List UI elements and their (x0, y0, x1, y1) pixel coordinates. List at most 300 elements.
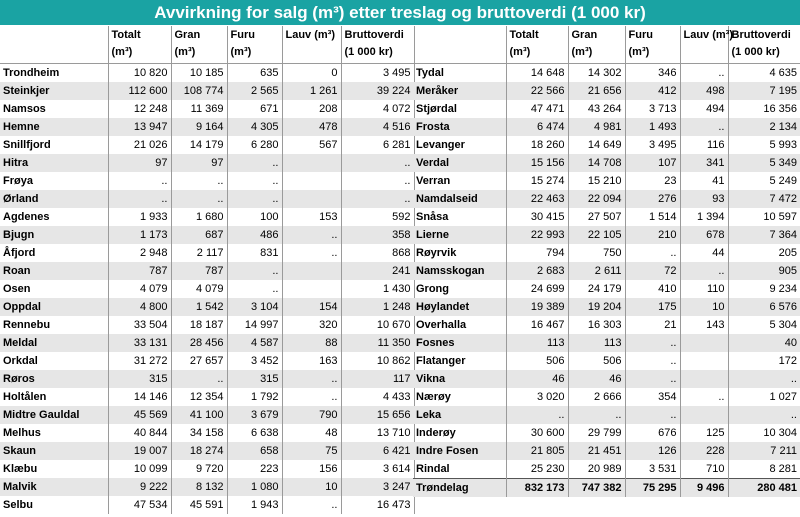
table-row (413, 208, 800, 226)
table-row (413, 406, 800, 424)
table-row (413, 352, 800, 370)
cell-lauv: .. (282, 226, 341, 244)
cell-furu: 1 080 (227, 478, 282, 496)
cell-brutto: .. (341, 172, 414, 190)
cell-gran: 9 164 (171, 118, 227, 136)
table-row (413, 190, 800, 208)
cell-brutto: 4 072 (341, 100, 414, 118)
row-label: Flatanger (413, 352, 506, 370)
cell-gran: 11 369 (171, 100, 227, 118)
cell-totalt: 18 260 (506, 136, 568, 154)
cell-brutto: 40 (728, 334, 800, 352)
row-label: Overhalla (413, 316, 506, 334)
cell-furu: 1 792 (227, 388, 282, 406)
cell-brutto: 280 481 (728, 479, 800, 498)
cell-totalt: 12 248 (108, 100, 171, 118)
cell-lauv: 156 (282, 460, 341, 478)
cell-totalt: 4 079 (108, 280, 171, 298)
cell-gran: 41 100 (171, 406, 227, 424)
cell-furu: 223 (227, 460, 282, 478)
cell-furu: .. (227, 280, 282, 298)
cell-brutto: 6 576 (728, 298, 800, 316)
cell-lauv: 208 (282, 100, 341, 118)
cell-furu: 3 495 (625, 136, 680, 154)
row-label: Oppdal (0, 298, 108, 316)
cell-gran: 8 132 (171, 478, 227, 496)
row-label: Lierne (413, 226, 506, 244)
cell-gran: 12 354 (171, 388, 227, 406)
cell-furu: 3 531 (625, 460, 680, 479)
cell-lauv: 567 (282, 136, 341, 154)
cell-brutto: 9 234 (769, 283, 797, 295)
cell-lauv: .. (680, 388, 728, 406)
cell-furu: 831 (227, 244, 282, 262)
cell-lauv: 9 496 (680, 479, 728, 498)
cell-lauv (680, 406, 728, 424)
cell-furu: .. (227, 154, 282, 172)
cell-brutto: 39 224 (341, 82, 414, 100)
cell-totalt: 19 007 (108, 442, 171, 460)
cell-gran: 16 303 (568, 316, 625, 334)
cell-brutto: 16 473 (341, 496, 414, 514)
cell-brutto: 6 281 (341, 136, 414, 154)
cell-furu: 410 (625, 280, 680, 298)
cell-lauv (680, 370, 728, 388)
header-lauv: Lauv (m³) (282, 26, 341, 64)
cell-brutto: .. (341, 154, 414, 172)
cell-brutto: 5 993 (769, 139, 797, 151)
table-row (0, 370, 414, 388)
cell-brutto: 10 597 (763, 211, 797, 223)
cell-brutto: 4 635 (769, 67, 797, 79)
cell-gran: 1 680 (171, 208, 227, 226)
row-label: Meråker (413, 82, 506, 100)
cell-totalt: 33 504 (108, 316, 171, 334)
header-row (0, 26, 414, 64)
cell-lauv: 163 (282, 352, 341, 370)
cell-gran: 747 382 (568, 479, 625, 498)
cell-furu: 486 (227, 226, 282, 244)
cell-gran: 24 179 (568, 280, 625, 298)
cell-furu: 354 (625, 388, 680, 406)
cell-gran: 506 (568, 352, 625, 370)
row-label: Namsskogan (413, 262, 506, 280)
cell-gran: 14 179 (171, 136, 227, 154)
cell-brutto: 5 304 (769, 319, 797, 331)
cell-brutto: 3 247 (341, 478, 414, 496)
row-label: Levanger (413, 136, 506, 154)
cell-gran: 97 (171, 154, 227, 172)
cell-brutto: 8 281 (769, 463, 797, 475)
cell-gran: 750 (568, 244, 625, 262)
table-row (0, 298, 414, 316)
cell-totalt: 2 948 (108, 244, 171, 262)
cell-gran: .. (171, 172, 227, 190)
cell-furu: 276 (625, 190, 680, 208)
cell-furu: 14 997 (227, 316, 282, 334)
cell-lauv: 93 (680, 190, 728, 208)
table-row (0, 82, 414, 100)
cell-lauv: 88 (282, 334, 341, 352)
table-row (0, 280, 414, 298)
cell-totalt: 1 173 (108, 226, 171, 244)
cell-furu: 3 713 (625, 100, 680, 118)
table-row (0, 118, 414, 136)
cell-brutto: .. (728, 406, 800, 424)
row-label: Tydal (413, 64, 506, 83)
row-label: Verdal (413, 154, 506, 172)
row-label: Meldal (0, 334, 108, 352)
row-label: Snåsa (413, 208, 506, 226)
header-lauv: Lauv (m³) (680, 26, 728, 64)
table-row (0, 352, 414, 370)
cell-lauv: 320 (282, 316, 341, 334)
table-row (0, 244, 414, 262)
cell-furu: 4 587 (227, 334, 282, 352)
cell-totalt: 47 534 (108, 496, 171, 514)
cell-totalt: 113 (506, 334, 568, 352)
table-row (0, 424, 414, 442)
cell-furu: 100 (227, 208, 282, 226)
row-label: Indre Fosen (413, 442, 506, 460)
cell-totalt: 3 020 (506, 388, 568, 406)
cell-gran: 18 274 (171, 442, 227, 460)
cell-furu: 210 (625, 226, 680, 244)
table-row (0, 172, 414, 190)
table-row (0, 442, 414, 460)
cell-totalt: 33 131 (108, 334, 171, 352)
cell-furu: 1 514 (625, 208, 680, 226)
row-label: Frøya (0, 172, 108, 190)
cell-totalt: 45 569 (108, 406, 171, 424)
row-label: Leka (413, 406, 506, 424)
cell-furu: 676 (625, 424, 680, 442)
cell-totalt: 794 (506, 244, 568, 262)
cell-furu: .. (227, 262, 282, 280)
cell-brutto: 172 (778, 355, 797, 367)
cell-furu: 72 (625, 262, 680, 280)
cell-brutto: 1 248 (341, 298, 414, 316)
cell-lauv (282, 154, 341, 172)
cell-lauv: 790 (282, 406, 341, 424)
cell-gran: 34 158 (171, 424, 227, 442)
cell-totalt: 30 600 (506, 424, 568, 442)
row-label: Ørland (0, 190, 108, 208)
cell-lauv: 44 (680, 244, 728, 262)
row-label: Høylandet (413, 298, 506, 316)
cell-lauv (282, 190, 341, 208)
table-row (413, 316, 800, 334)
cell-lauv: .. (282, 370, 341, 388)
cell-lauv (282, 262, 341, 280)
table-row (413, 118, 800, 136)
cell-gran: 43 264 (568, 100, 625, 118)
cell-lauv: .. (282, 388, 341, 406)
cell-totalt: 24 699 (506, 280, 568, 298)
cell-lauv: 494 (680, 100, 728, 118)
row-label: Klæbu (0, 460, 108, 478)
cell-totalt: 832 173 (506, 479, 568, 498)
table-row (413, 262, 800, 280)
cell-totalt: 14 146 (108, 388, 171, 406)
cell-furu: 1 493 (625, 118, 680, 136)
cell-totalt: 47 471 (506, 100, 568, 118)
cell-brutto: 10 670 (341, 316, 414, 334)
cell-lauv: 41 (680, 172, 728, 190)
cell-totalt: 10 820 (108, 64, 171, 83)
cell-gran: 29 799 (568, 424, 625, 442)
cell-brutto: 6 421 (341, 442, 414, 460)
cell-lauv: 125 (680, 424, 728, 442)
cell-gran: 1 542 (171, 298, 227, 316)
header-totalt: Totalt (m³) (108, 26, 171, 64)
total-row (413, 479, 800, 498)
table-row (0, 136, 414, 154)
cell-totalt: 15 156 (506, 154, 568, 172)
cell-furu: 21 (625, 316, 680, 334)
cell-gran: 18 187 (171, 316, 227, 334)
cell-gran: 27 657 (171, 352, 227, 370)
cell-furu: .. (227, 190, 282, 208)
cell-totalt: 15 274 (506, 172, 568, 190)
cell-gran: 14 302 (568, 64, 625, 83)
cell-furu: 3 452 (227, 352, 282, 370)
cell-gran: 108 774 (171, 82, 227, 100)
cell-lauv: 498 (680, 82, 728, 100)
cell-brutto: 117 (341, 370, 414, 388)
cell-furu: 4 305 (227, 118, 282, 136)
cell-furu: 315 (227, 370, 282, 388)
cell-brutto: 241 (341, 262, 414, 280)
cell-gran: 14 708 (568, 154, 625, 172)
cell-totalt: 25 230 (506, 460, 568, 479)
cell-brutto: 4 433 (341, 388, 414, 406)
cell-totalt: 21 805 (506, 442, 568, 460)
cell-lauv: 75 (282, 442, 341, 460)
table-row (0, 100, 414, 118)
row-label: Fosnes (413, 334, 506, 352)
table-row (0, 154, 414, 172)
header-gran: Gran (m³) (171, 26, 227, 64)
cell-brutto: 905 (728, 262, 800, 280)
table-row (0, 316, 414, 334)
cell-lauv: 1 261 (282, 82, 341, 100)
cell-gran: 4 981 (568, 118, 625, 136)
cell-lauv: 116 (680, 136, 728, 154)
cell-lauv: 478 (282, 118, 341, 136)
cell-totalt: 506 (506, 352, 568, 370)
row-label: Agdenes (0, 208, 108, 226)
cell-brutto: 205 (778, 247, 797, 259)
cell-totalt: 10 099 (108, 460, 171, 478)
table-row (0, 460, 414, 478)
header-totalt: Totalt (m³) (506, 26, 568, 64)
cell-gran: 21 656 (568, 82, 625, 100)
cell-brutto: 10 304 (763, 427, 797, 439)
cell-lauv: 341 (680, 154, 728, 172)
cell-brutto: 3 495 (341, 64, 414, 83)
row-label: Stjørdal (413, 100, 506, 118)
cell-lauv: 678 (680, 226, 728, 244)
row-label: Frosta (413, 118, 506, 136)
cell-lauv: .. (680, 118, 728, 136)
cell-totalt: 22 463 (506, 190, 568, 208)
row-label: Malvik (0, 478, 108, 496)
row-label: Nærøy (413, 388, 506, 406)
cell-totalt: 22 993 (506, 226, 568, 244)
cell-furu: 346 (625, 64, 680, 83)
cell-lauv: .. (282, 244, 341, 262)
table-row (413, 298, 800, 316)
table-row (0, 388, 414, 406)
cell-totalt: 13 947 (108, 118, 171, 136)
cell-furu: 126 (625, 442, 680, 460)
table-row (413, 424, 800, 442)
cell-lauv: 143 (680, 316, 728, 334)
cell-furu: 3 104 (227, 298, 282, 316)
cell-totalt: 19 389 (506, 298, 568, 316)
header-bruttoverdi: Bruttoverdi (1 000 kr) (728, 26, 800, 64)
table-row (0, 478, 414, 496)
cell-brutto: 868 (341, 244, 414, 262)
cell-totalt: 4 800 (108, 298, 171, 316)
left-table-body (0, 64, 414, 515)
cell-brutto: 2 134 (728, 118, 800, 136)
cell-brutto: 10 862 (341, 352, 414, 370)
cell-totalt: 6 474 (506, 118, 568, 136)
cell-gran: 14 649 (568, 136, 625, 154)
cell-brutto: 7 472 (728, 190, 800, 208)
cell-brutto: 7 364 (728, 226, 800, 244)
cell-brutto: 1 027 (769, 391, 797, 403)
cell-totalt: 22 566 (506, 82, 568, 100)
cell-brutto: 15 656 (341, 406, 414, 424)
cell-totalt: 16 467 (506, 316, 568, 334)
row-label: Verran (413, 172, 506, 190)
row-label: Rennebu (0, 316, 108, 334)
cell-furu: 671 (227, 100, 282, 118)
cell-gran: .. (568, 406, 625, 424)
cell-totalt: .. (506, 406, 568, 424)
row-label: Snillfjord (0, 136, 108, 154)
cell-totalt: 1 933 (108, 208, 171, 226)
cell-lauv: 10 (282, 478, 341, 496)
cell-brutto: 1 430 (341, 280, 414, 298)
cell-furu: 75 295 (625, 479, 680, 498)
cell-brutto: 7 195 (728, 82, 800, 100)
cell-furu: 3 679 (227, 406, 282, 424)
cell-gran: 10 185 (171, 64, 227, 83)
table-row (413, 334, 800, 352)
row-label: Namdalseid (413, 190, 506, 208)
cell-furu: .. (625, 352, 680, 370)
table-row (413, 244, 800, 262)
left-table (0, 26, 415, 514)
cell-brutto: 5 349 (728, 154, 800, 172)
cell-lauv: 110 (680, 280, 728, 298)
row-label: Vikna (413, 370, 506, 388)
cell-furu: 23 (625, 172, 680, 190)
table-row (413, 154, 800, 172)
row-label: Orkdal (0, 352, 108, 370)
cell-brutto: .. (728, 370, 800, 388)
row-label: Røros (0, 370, 108, 388)
row-label: Hemne (0, 118, 108, 136)
header-furu: Furu (m³) (625, 26, 680, 64)
row-label: Trondheim (0, 64, 108, 83)
cell-gran: .. (171, 370, 227, 388)
header-gran: Gran (m³) (568, 26, 625, 64)
cell-lauv: 710 (680, 460, 728, 479)
cell-lauv: 48 (282, 424, 341, 442)
cell-totalt: 21 026 (108, 136, 171, 154)
cell-furu: .. (227, 172, 282, 190)
cell-gran: 2 611 (568, 262, 625, 280)
row-label: Roan (0, 262, 108, 280)
cell-brutto: 13 710 (341, 424, 414, 442)
table-row (413, 370, 800, 388)
cell-totalt: 2 683 (506, 262, 568, 280)
row-label: Åfjord (0, 244, 108, 262)
cell-brutto: 4 516 (341, 118, 414, 136)
table-row (413, 388, 800, 406)
table-row (413, 172, 800, 190)
row-label: Grong (413, 280, 506, 298)
row-label: Inderøy (413, 424, 506, 442)
row-label: Osen (0, 280, 108, 298)
cell-gran: 45 591 (171, 496, 227, 514)
cell-lauv: 10 (680, 298, 728, 316)
cell-totalt: .. (108, 190, 171, 208)
cell-totalt: 14 648 (506, 64, 568, 83)
cell-lauv (680, 334, 728, 352)
row-label: Steinkjer (0, 82, 108, 100)
cell-furu: 107 (625, 154, 680, 172)
cell-totalt: 40 844 (108, 424, 171, 442)
row-label: Melhus (0, 424, 108, 442)
cell-gran: 21 451 (568, 442, 625, 460)
cell-lauv: .. (680, 262, 728, 280)
table-row (0, 496, 414, 514)
table-row (0, 334, 414, 352)
row-label: Selbu (0, 496, 108, 514)
cell-gran: 22 094 (568, 190, 625, 208)
row-label: Midtre Gauldal (0, 406, 108, 424)
table-row (0, 262, 414, 280)
cell-brutto: 16 356 (763, 103, 797, 115)
cell-totalt: 30 415 (506, 208, 568, 226)
cell-totalt: .. (108, 172, 171, 190)
table-row (413, 226, 800, 244)
header-name (0, 26, 108, 64)
cell-gran: 687 (171, 226, 227, 244)
cell-lauv (282, 172, 341, 190)
table-row (0, 64, 414, 83)
cell-furu: 175 (625, 298, 680, 316)
cell-gran: 22 105 (568, 226, 625, 244)
right-table-body (413, 64, 800, 498)
cell-furu: .. (625, 370, 680, 388)
cell-lauv: 154 (282, 298, 341, 316)
page-title: Avvirkning for salg (m³) etter treslag og bruttoverdi (1 000 kr) (0, 0, 800, 25)
cell-gran: 19 204 (568, 298, 625, 316)
header-row (413, 26, 800, 64)
cell-gran: 46 (568, 370, 625, 388)
cell-furu: .. (625, 334, 680, 352)
cell-furu: 6 280 (227, 136, 282, 154)
row-label: Trøndelag (413, 479, 506, 498)
table-row (413, 100, 800, 118)
